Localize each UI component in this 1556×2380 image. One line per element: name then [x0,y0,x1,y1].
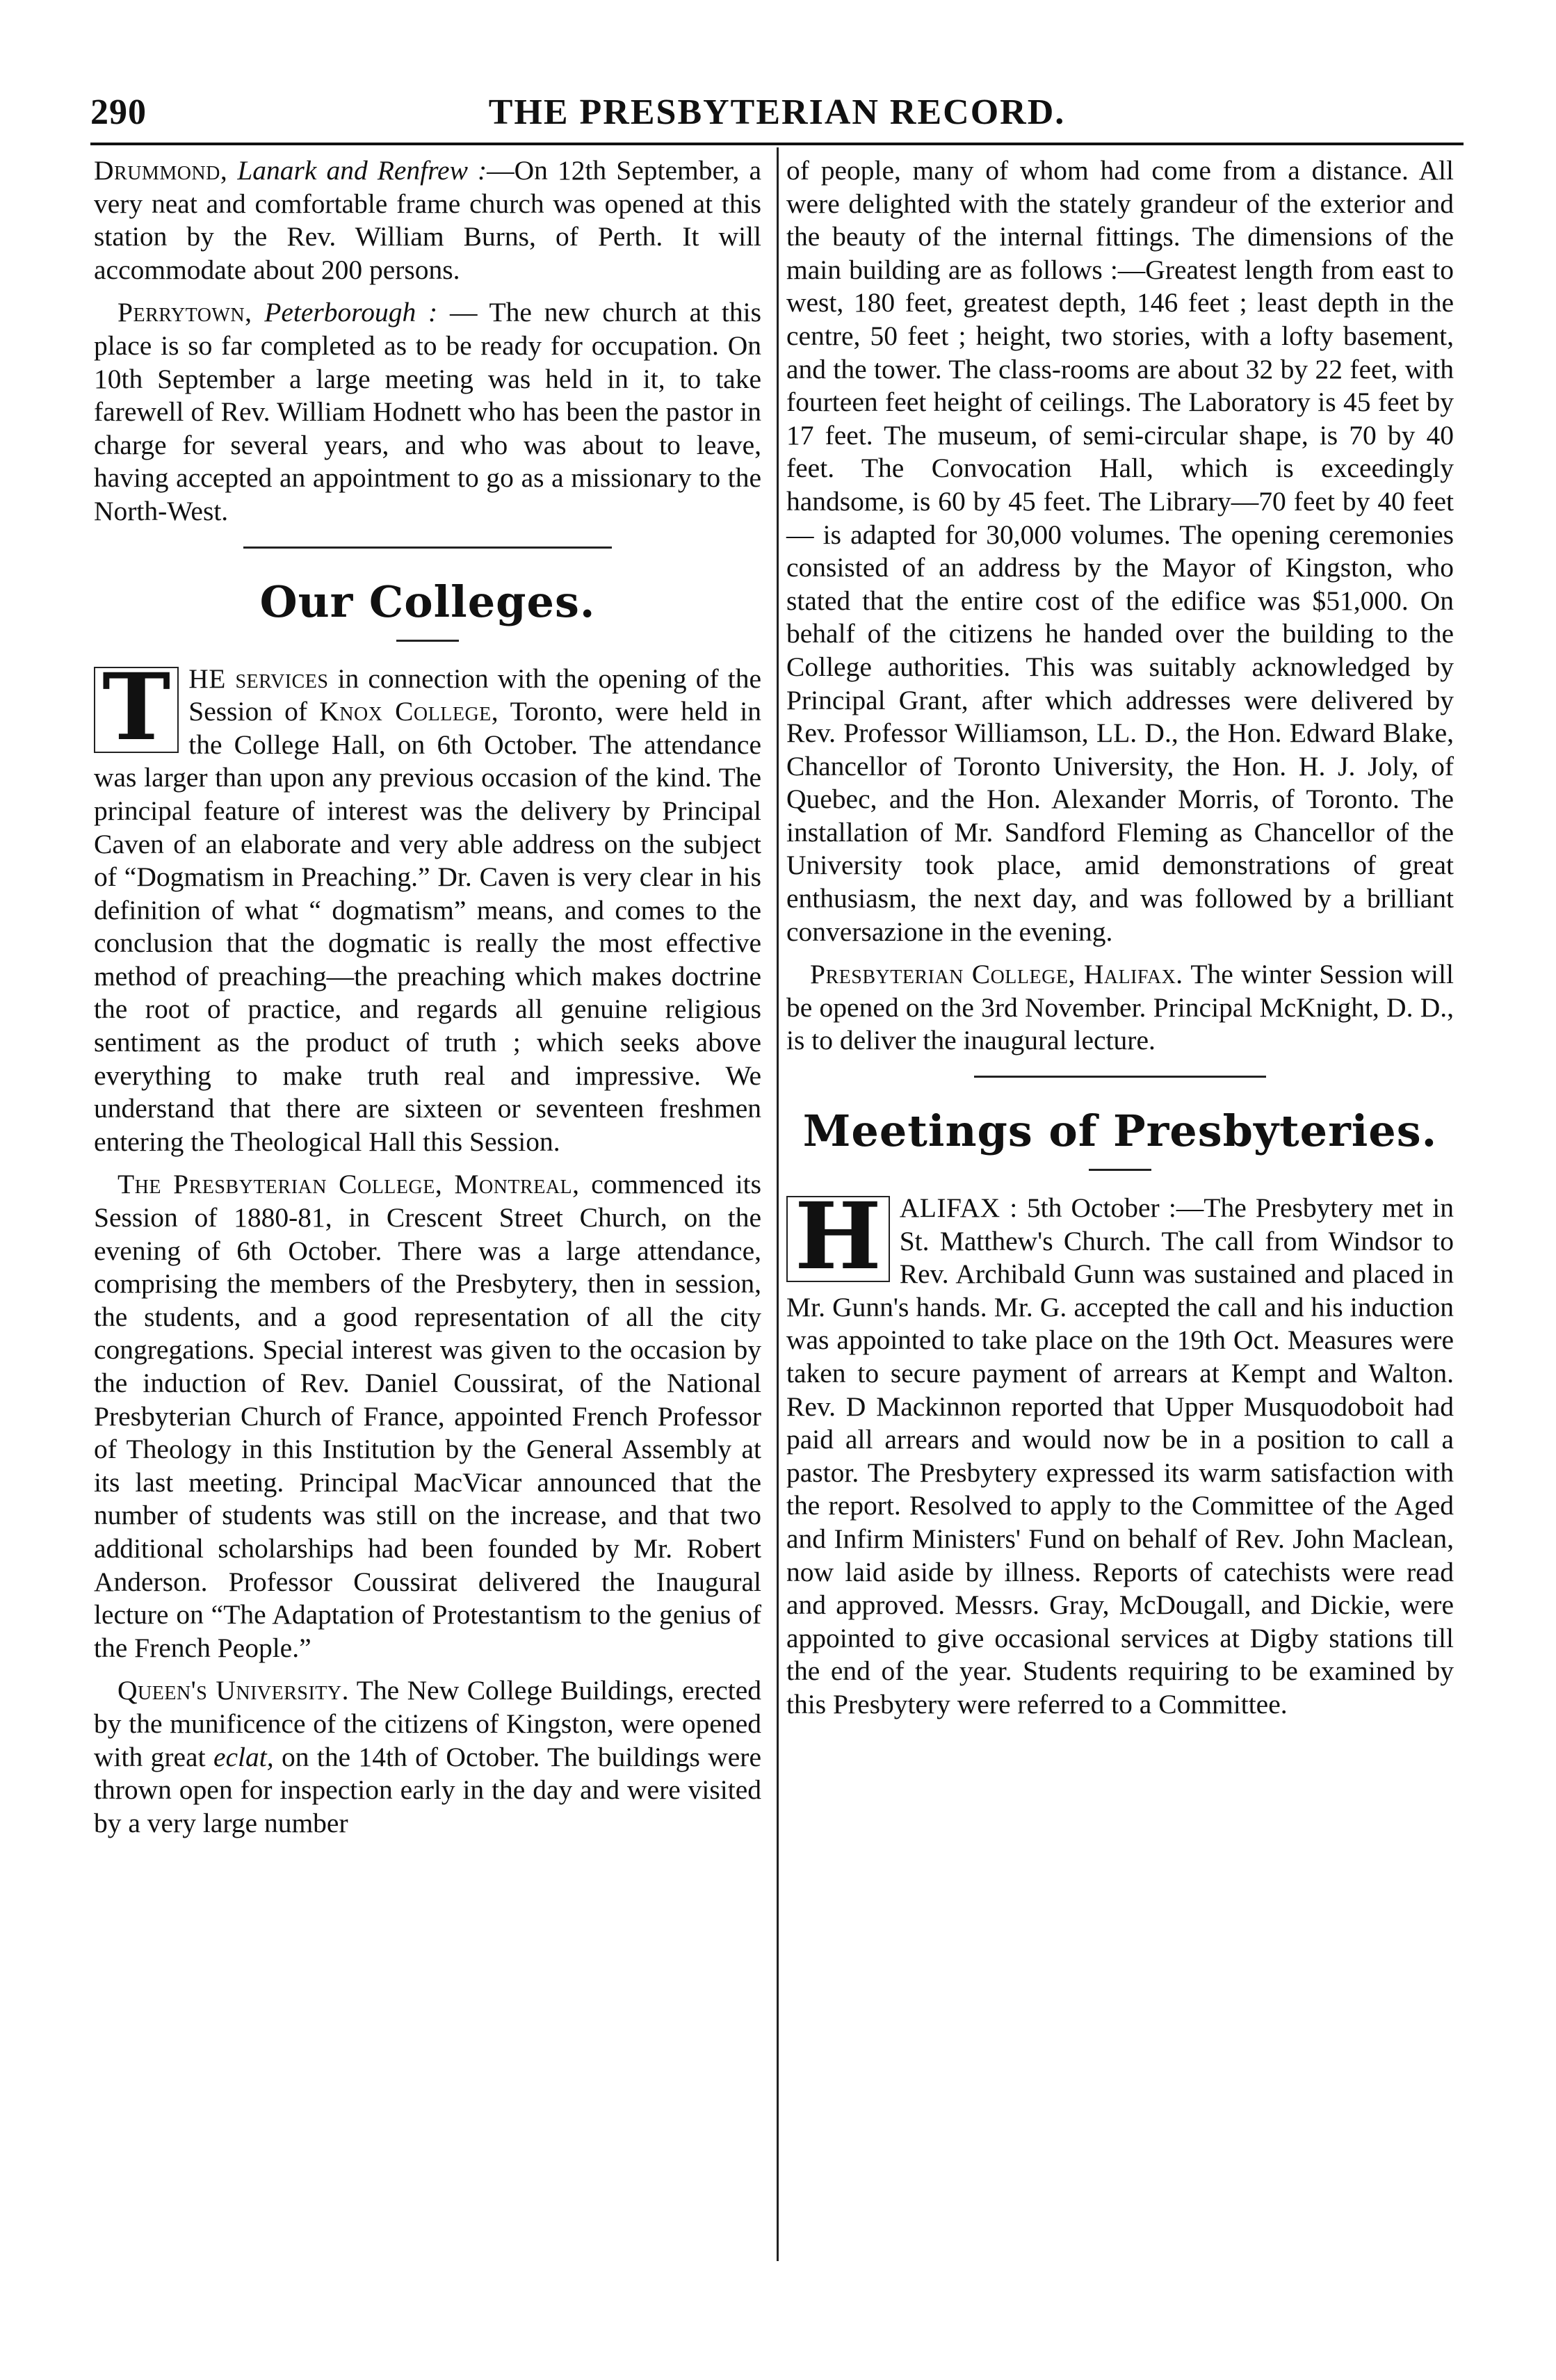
paragraph-text: in connection with the opening of the Session of [188,663,761,727]
section-heading-meetings: Meetings of Presbyteries. [802,1106,1438,1157]
lead-words: HE services [188,663,329,694]
column-divider [777,147,779,2261]
italic-word: eclat, [213,1741,274,1772]
page-header [90,92,1464,140]
paragraph-text: —On 12th September, a very neat and comfortable frame church was opened at this station by the Rev. William Burns, of Perth. It will accommodate about 200 persons. [94,155,762,285]
paragraph-halifax-presbytery [786,1183,1454,1722]
paragraph-text: 5th October :—The Presbytery met in St. Matthew's Church. The call from Windsor to Rev. Archibald Gunn was sustained and placed in Mr. Gunn's hands. Mr. G. accepted the call and his induction was appointed to take place on the 19th Oct. Measures were taken to secure payment of arrears at Kempt and Walton. Rev. D Mackinnon reported that Upper Musquodoboit had paid all arrears and would now be in a position to call a pastor. The Presbytery expressed its warm satisfaction with the report. Resolved to apply to the Committee of the Aged and Infirm Ministers' Fund on behalf of Rev. John Maclean, now laid aside by illness. Reports of catechists were read and approved. Messrs. Gray, McDougall, and Dickie, were appointed to give occasional services at Digby stations till the end of the year. Students requiring to be examined by this Presbytery were referred to a Committee. [786,1192,1454,1719]
place-name: Drummond, [94,155,228,186]
section-divider [94,528,761,569]
paragraph-text: — The new church at this place is so far completed as to be ready for occupation. On 10th September a large meeting was held in it, to take farewell of Rev. William Hodnett who has been the pastor in charge for several years, and who was about to leave, having accepted an appointment to go as a missionary to the North-West. [94,297,761,526]
heading-underline [1089,1169,1151,1171]
paragraph-queens-university [94,1674,761,1840]
paragraph-text: commenced its Session of 1880-81, in Crescent Street Church, on the evening of 6th October. There was a large attendance, comprising the members of the Presbytery, then in session, the students, and a good representation of all the city congregations. Special interest was given to the occasion by the induction of Rev. Daniel Coussirat, of the National Presbyterian Church of France, appointed French Professor of Theology in this Institution by the General Assembly at its last meeting. Principal MacVicar announced that the number of students was still on the increase, and that two additional scholarships had been founded by Mr. Robert Anderson. Professor Coussirat delivered the Inaugural lecture on “The Adaptation of Protestantism to the genius of the French People.” [94,1169,762,1663]
paragraph-montreal-college [94,1168,761,1665]
section-heading-colleges: Our Colleges. [259,576,596,627]
lead-words: ALIFAX : [899,1192,1018,1224]
header-rule [90,143,1464,145]
college-name: Knox College, [319,696,499,727]
heading-underline [396,640,459,642]
right-column [786,154,1454,1722]
college-name: Queen's University. [117,1675,349,1706]
paragraph-drummond [94,154,761,286]
region-name: Peterborough : [264,297,438,328]
paragraph-text: The winter Session will be opened on the 3rd November. Principal McKnight, D. D., is to deliver the inaugural lecture. [786,959,1454,1056]
paragraph-knox-college [94,653,762,1159]
paragraph-text: The New College Buildings, erected by the munificence of the citizens of Kingston, were opened with great [94,1675,762,1772]
running-title: THE PRESBYTERIAN RECORD. [488,92,1066,132]
paragraph-perrytown [94,296,761,528]
page-number: 290 [90,92,147,132]
left-column [94,154,761,1840]
paragraph-halifax-college [786,958,1454,1058]
drop-cap: H [786,1196,890,1282]
section-divider [786,1058,1454,1098]
place-name: Perrytown, [117,297,252,328]
paragraph-queens-continued: of people, many of whom had come from a distance. All were delighted with the stately grandeur of the exterior and the beauty of the internal fittings. The dimensions of the main building are as follows :—Greatest length from east to west, 180 feet, greatest depth, 146 feet ; least depth in the centre, 50 feet ; height, two stories, with a lofty basement, and the tower. The class-rooms are about 32 by 22 feet, with fourteen feet height of ceilings. The Laboratory is 45 feet by 17 feet. The museum, of semi-circular shape, is 70 by 40 feet. The Convocation Hall, which is exceedingly handsome, is 60 by 45 feet. The Library—70 feet by 40 feet— is adapted for 30,000 volumes. The opening ceremonies consisted of an address by the Mayor of Kingston, who stated that the entire cost of the edifice was $51,000. On behalf of the citizens he handed over the building to the College authorities. This was suitably acknowledged by Principal Grant, after which addresses were delivered by Rev. Professor Williamson, LL. D., the Hon. Edward Blake, Chancellor of Toronto University, the Hon. H. J. Joly, of Quebec, and the Hon. Alexander Morris, of Toronto. The installation of Mr. Sandford Fleming as Chancellor of the University took place, amid demonstrations of great enthusiasm, the next day, and was followed by a brilliant conversazione in the evening. [786,155,1454,947]
college-name: The Presbyterian College, Montreal, [117,1169,580,1200]
paragraph-text: Toronto, were held in the College Hall, on 6th October. The attendance was larger than upon any previous occasion of the kind. The principal feature of interest was the delivery by Principal Caven of an elaborate and very able address on the subject of “Dogmatism in Preaching.” Dr. Caven is very clear in his definition of what “ dogmatism” means, and comes to the conclusion that the dogmatic is really the most effective method of preaching—the preaching which makes doctrine the root of practice, and regards all genuine religious sentiment as the product of truth ; which seeks above everything to make truth real and impressive. We understand that there are sixteen or seventeen freshmen entering the Theological Hall this Session. [94,696,762,1157]
paragraph-text: on the 14th of October. The buildings were thrown open for inspection early in the day and were visited by a very large number [94,1741,761,1838]
drop-cap: T [94,667,179,753]
region-name: Lanark and Renfrew : [237,155,487,186]
college-name: Presbyterian College, Halifax. [810,959,1183,990]
